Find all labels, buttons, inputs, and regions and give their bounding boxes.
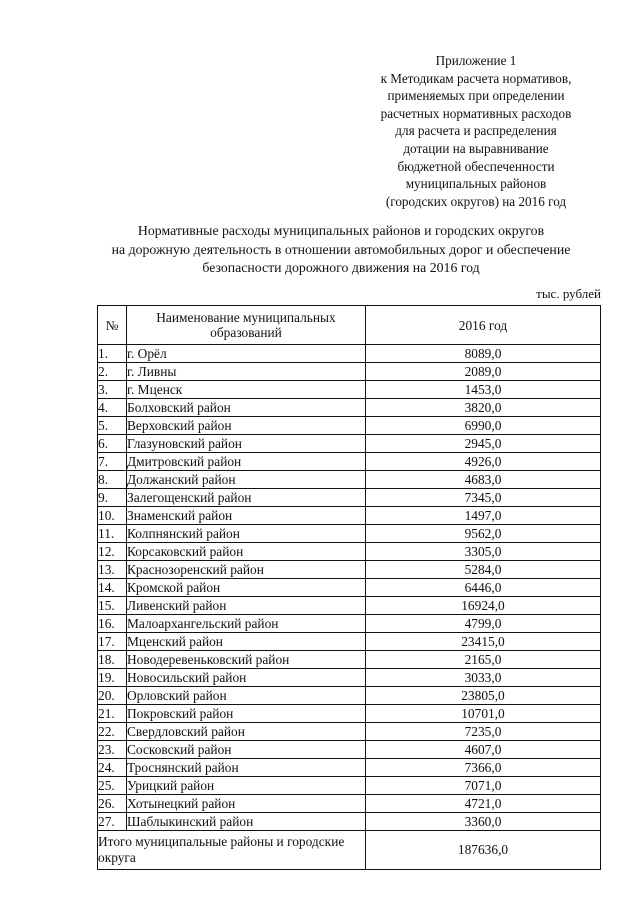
- table-row: [98, 399, 601, 417]
- appendix-line: бюджетной обеспеченности: [397, 158, 555, 174]
- title-line: на дорожную деятельность в отношении автомобильных дорог и обеспечение: [111, 241, 571, 257]
- row-name: Малоархангельский район: [127, 615, 366, 633]
- table-row: [98, 723, 601, 741]
- row-name: Орловский район: [127, 687, 366, 705]
- row-value: 9562,0: [366, 525, 601, 543]
- row-value: 7366,0: [366, 759, 601, 777]
- row-value: 3033,0: [366, 669, 601, 687]
- table-header-row: [98, 306, 601, 345]
- row-number: 13.: [98, 561, 127, 579]
- row-name: Новодеревеньковский район: [127, 651, 366, 669]
- table-row: [98, 669, 601, 687]
- row-value: 7071,0: [366, 777, 601, 795]
- row-value: 4926,0: [366, 453, 601, 471]
- row-value: 2089,0: [366, 363, 601, 381]
- row-value: 2945,0: [366, 435, 601, 453]
- row-name: Урицкий район: [127, 777, 366, 795]
- row-number: 10.: [98, 507, 127, 525]
- row-number: 7.: [98, 453, 127, 471]
- row-number: 16.: [98, 615, 127, 633]
- row-value: 7235,0: [366, 723, 601, 741]
- row-number: 8.: [98, 471, 127, 489]
- row-value: 4607,0: [366, 741, 601, 759]
- row-number: 3.: [98, 381, 127, 399]
- table-row: [98, 507, 601, 525]
- table-row: [98, 597, 601, 615]
- row-name: Знаменский район: [127, 507, 366, 525]
- row-number: 11.: [98, 525, 127, 543]
- row-name: Корсаковский район: [127, 543, 366, 561]
- table-row: [98, 759, 601, 777]
- row-value: 6446,0: [366, 579, 601, 597]
- row-value: 3305,0: [366, 543, 601, 561]
- row-name: Сосковский район: [127, 741, 366, 759]
- row-name: Должанский район: [127, 471, 366, 489]
- appendix-header: [360, 52, 592, 210]
- row-value: 4721,0: [366, 795, 601, 813]
- row-value: 5284,0: [366, 561, 601, 579]
- appendix-line: расчетных нормативных расходов: [380, 105, 572, 121]
- table-row: [98, 381, 601, 399]
- expenses-table: [97, 305, 601, 870]
- row-number: 12.: [98, 543, 127, 561]
- appendix-line: муниципальных районов: [405, 176, 547, 192]
- table-row: [98, 453, 601, 471]
- row-name: Троснянский район: [127, 759, 366, 777]
- table-row: [98, 417, 601, 435]
- row-name: г. Мценск: [127, 381, 366, 399]
- row-value: 23805,0: [366, 687, 601, 705]
- document-title: [80, 222, 602, 278]
- table-row: [98, 813, 601, 831]
- row-number: 18.: [98, 651, 127, 669]
- row-value: 10701,0: [366, 705, 601, 723]
- table-row: [98, 795, 601, 813]
- table-row: [98, 363, 601, 381]
- row-value: 6990,0: [366, 417, 601, 435]
- table-row: [98, 471, 601, 489]
- row-name: Хотынецкий район: [127, 795, 366, 813]
- row-value: 2165,0: [366, 651, 601, 669]
- header-year: 2016 год: [366, 306, 601, 345]
- row-number: 9.: [98, 489, 127, 507]
- row-name: Глазуновский район: [127, 435, 366, 453]
- table-row: [98, 651, 601, 669]
- units-label: тыс. рублей: [536, 286, 601, 301]
- row-number: 24.: [98, 759, 127, 777]
- table-row: [98, 543, 601, 561]
- row-number: 4.: [98, 399, 127, 417]
- row-number: 22.: [98, 723, 127, 741]
- table-body: [98, 345, 601, 831]
- row-value: 3360,0: [366, 813, 601, 831]
- table-row: [98, 633, 601, 651]
- title-line: безопасности дорожного движения на 2016 год: [202, 260, 480, 275]
- total-label: Итого муниципальные районы и городские округа: [98, 831, 366, 870]
- table-row: [98, 579, 601, 597]
- row-number: 15.: [98, 597, 127, 615]
- row-value: 4683,0: [366, 471, 601, 489]
- row-number: 21.: [98, 705, 127, 723]
- table-row: [98, 777, 601, 795]
- header-name: Наименование муниципальных образований: [127, 306, 366, 345]
- row-name: Покровский район: [127, 705, 366, 723]
- row-number: 5.: [98, 417, 127, 435]
- appendix-line: дотации на выравнивание: [403, 140, 549, 156]
- total-row: [98, 831, 601, 870]
- row-name: г. Ливны: [127, 363, 366, 381]
- row-name: Новосильский район: [127, 669, 366, 687]
- row-number: 27.: [98, 813, 127, 831]
- appendix-line: для расчета и распределения: [395, 123, 557, 139]
- row-value: 1453,0: [366, 381, 601, 399]
- appendix-line: применяемых при определении: [387, 88, 565, 104]
- row-number: 6.: [98, 435, 127, 453]
- table-row: [98, 561, 601, 579]
- total-value: 187636,0: [366, 831, 601, 870]
- row-number: 20.: [98, 687, 127, 705]
- appendix-line: (городских округов) на 2016 год: [385, 193, 567, 209]
- row-name: Ливенский район: [127, 597, 366, 615]
- row-name: Залегощенский район: [127, 489, 366, 507]
- row-value: 3820,0: [366, 399, 601, 417]
- appendix-line: к Методикам расчета нормативов,: [380, 70, 572, 86]
- row-number: 25.: [98, 777, 127, 795]
- table-row: [98, 705, 601, 723]
- row-number: 14.: [98, 579, 127, 597]
- row-name: Верховский район: [127, 417, 366, 435]
- title-line: Нормативные расходы муниципальных районов и городских округов: [137, 223, 545, 238]
- row-value: 1497,0: [366, 507, 601, 525]
- table-row: [98, 615, 601, 633]
- table-row: [98, 489, 601, 507]
- row-value: 23415,0: [366, 633, 601, 651]
- row-value: 8089,0: [366, 345, 601, 363]
- table-row: [98, 741, 601, 759]
- table-row: [98, 525, 601, 543]
- row-value: 7345,0: [366, 489, 601, 507]
- row-value: 4799,0: [366, 615, 601, 633]
- row-number: 1.: [98, 345, 127, 363]
- row-name: Краснозоренский район: [127, 561, 366, 579]
- row-name: Свердловский район: [127, 723, 366, 741]
- row-number: 17.: [98, 633, 127, 651]
- table-row: [98, 435, 601, 453]
- row-name: г. Орёл: [127, 345, 366, 363]
- table-row: [98, 345, 601, 363]
- row-name: Колпнянский район: [127, 525, 366, 543]
- header-number: №: [98, 306, 127, 345]
- appendix-line: Приложение 1: [435, 53, 517, 68]
- row-number: 26.: [98, 795, 127, 813]
- row-name: Шаблыкинский район: [127, 813, 366, 831]
- table-row: [98, 687, 601, 705]
- row-name: Дмитровский район: [127, 453, 366, 471]
- row-number: 2.: [98, 363, 127, 381]
- row-name: Кромской район: [127, 579, 366, 597]
- row-value: 16924,0: [366, 597, 601, 615]
- row-number: 19.: [98, 669, 127, 687]
- row-number: 23.: [98, 741, 127, 759]
- row-name: Мценский район: [127, 633, 366, 651]
- row-name: Болховский район: [127, 399, 366, 417]
